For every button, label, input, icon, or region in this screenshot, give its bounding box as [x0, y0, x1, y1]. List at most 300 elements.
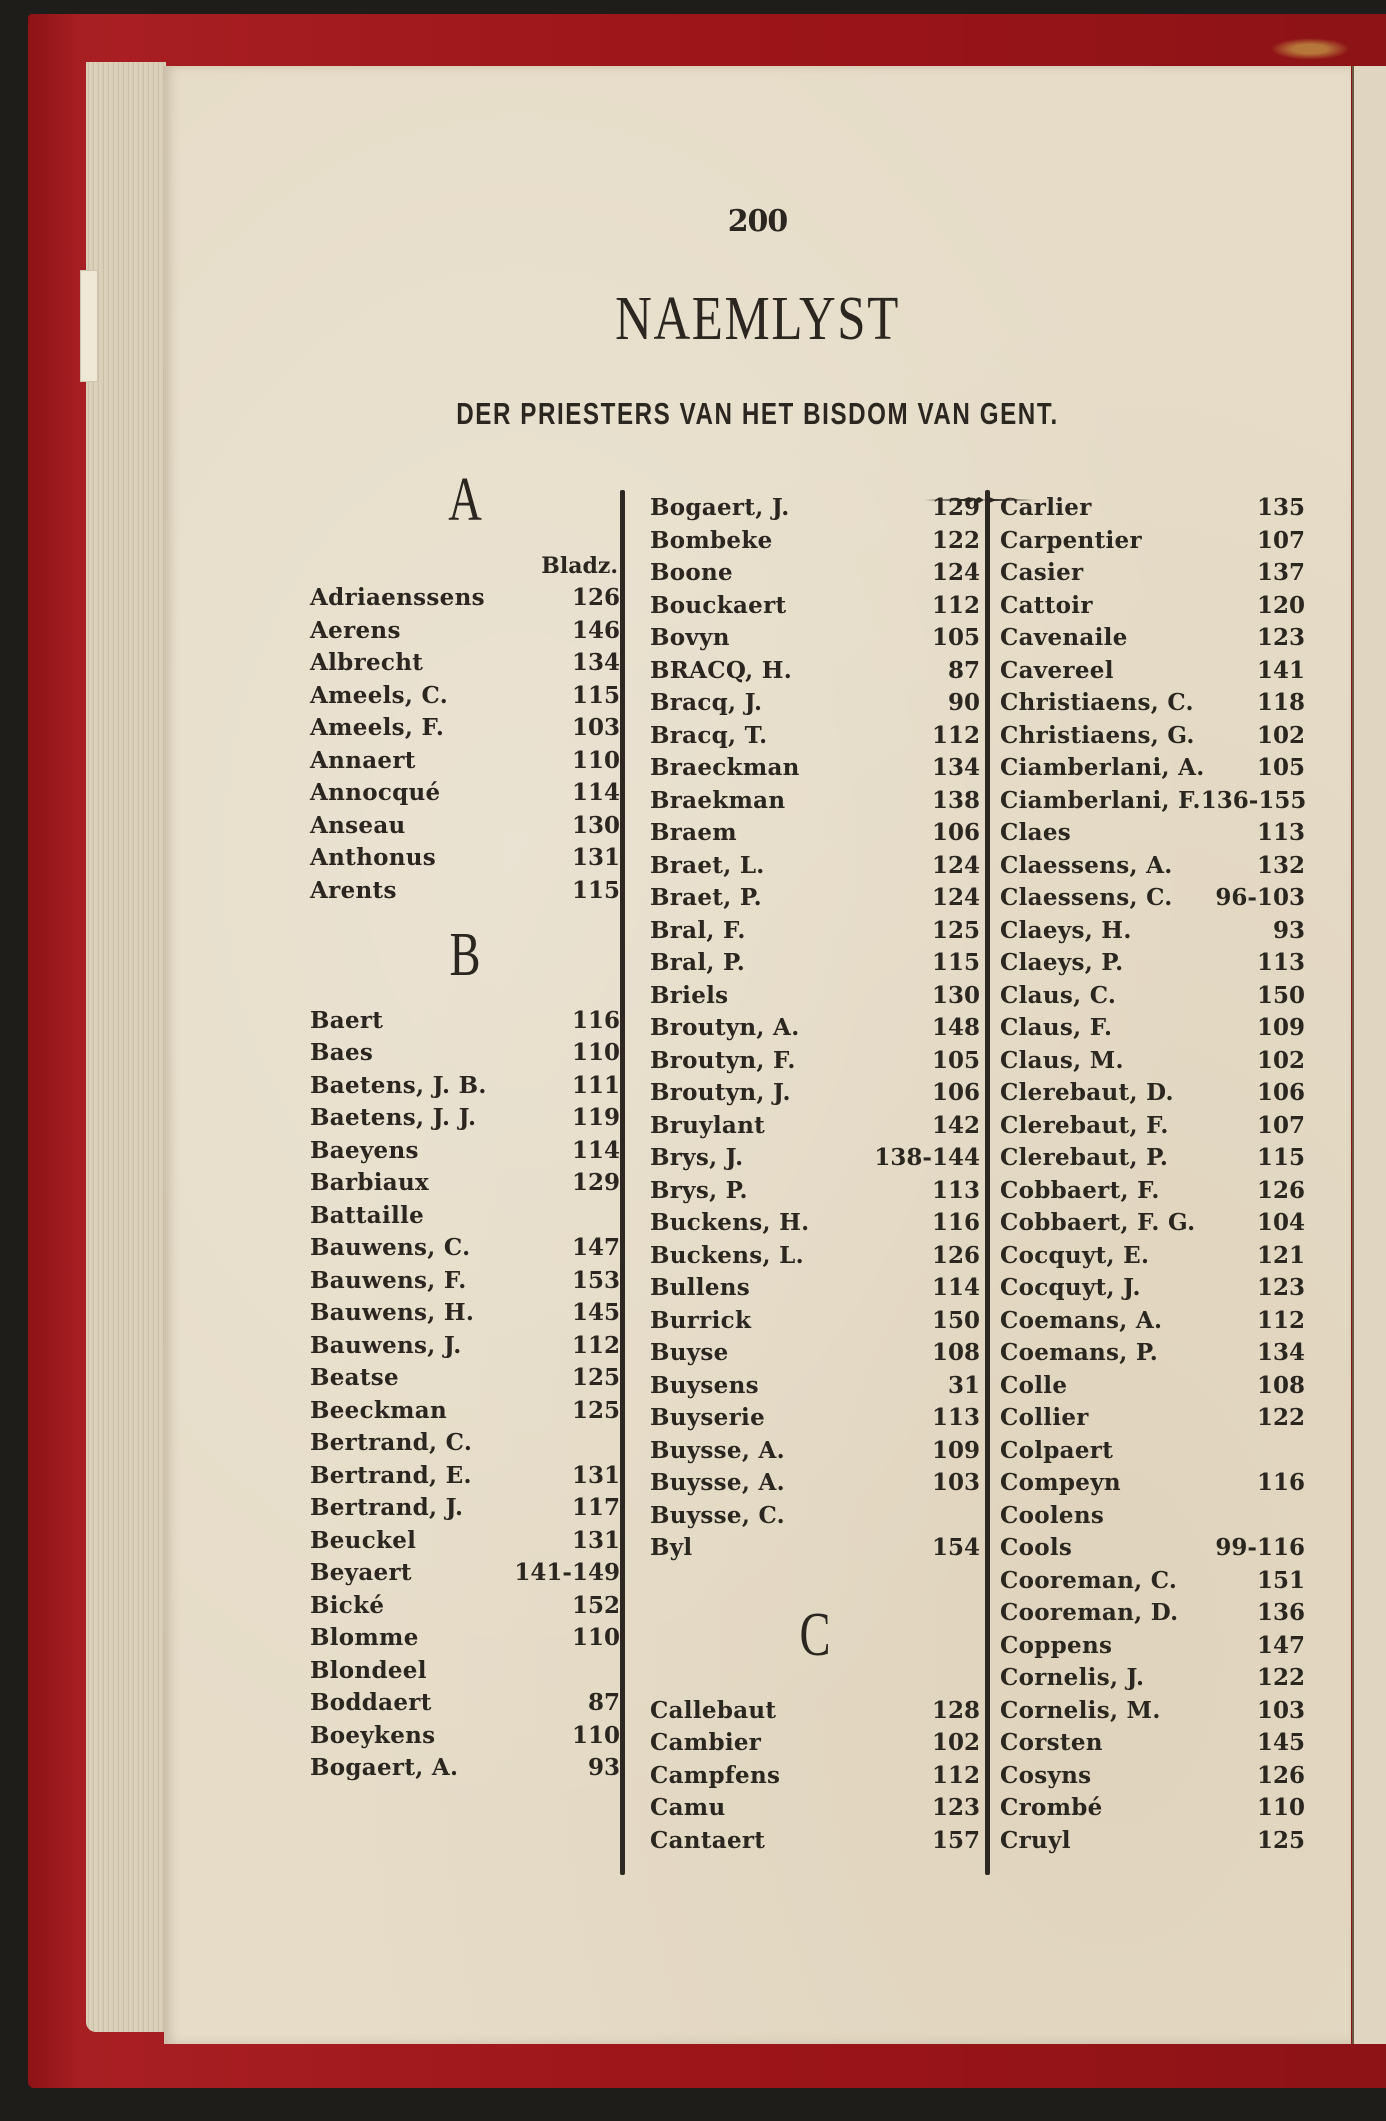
entry-page-number: 157 [931, 1826, 980, 1854]
index-entry [650, 1045, 980, 1078]
index-entry [310, 1720, 620, 1753]
entry-page-number: 110 [571, 1624, 620, 1651]
entry-page-number: 131 [571, 1526, 620, 1554]
entry-page-number: 154 [931, 1534, 980, 1561]
entry-page-number: 102 [1256, 1046, 1305, 1074]
index-entry [1000, 1760, 1305, 1793]
entry-name: Broutyn, F. [650, 1046, 796, 1074]
entry-page-number: 112 [931, 1761, 980, 1789]
entry-name: Corsten [1000, 1729, 1103, 1756]
entry-page-number: 134 [931, 754, 980, 781]
entry-name: Cantaert [650, 1826, 766, 1854]
entry-page-number: 138-144 [874, 1144, 980, 1171]
entry-name: Buysens [650, 1371, 759, 1399]
index-entry [650, 1532, 980, 1565]
entry-name: Claessens, A. [1000, 851, 1173, 879]
index-entry [1000, 1630, 1305, 1663]
index-entry [1000, 1077, 1305, 1110]
entry-name: Annocqué [310, 779, 441, 806]
bookmark-tab [80, 270, 98, 382]
entry-name: Callebaut [650, 1696, 777, 1724]
page-title: NAEMLYST [615, 285, 900, 353]
index-entry [1000, 590, 1305, 623]
index-entry [650, 1337, 980, 1370]
entry-page-number: 134 [571, 649, 620, 676]
entry-name: Baes [310, 1039, 374, 1066]
entry-page-number: 147 [571, 1234, 620, 1261]
index-entry [1000, 882, 1305, 915]
entry-name: Cobbaert, F. [1000, 1176, 1160, 1204]
entry-name: Carlier [1000, 494, 1092, 521]
entry-name: Boone [650, 559, 733, 586]
entry-name: Bertrand, E. [310, 1461, 472, 1489]
index-entry [1000, 1532, 1305, 1565]
entry-page-number: 108 [1256, 1371, 1305, 1399]
index-entry [310, 777, 620, 810]
next-page-edge [1352, 66, 1386, 2044]
index-entry [1000, 1695, 1305, 1728]
entry-page-number: 124 [931, 884, 980, 911]
entry-page-number: 110 [571, 1039, 620, 1066]
entry-page-number: 113 [931, 1404, 980, 1431]
index-entry [650, 752, 980, 785]
index-entry [1000, 1207, 1305, 1240]
entry-page-number: 108 [931, 1339, 980, 1366]
entry-page-number: 116 [931, 1209, 980, 1236]
entry-name: BRACQ, H. [650, 656, 793, 684]
entry-page-number: 150 [1256, 981, 1305, 1009]
entry-page-number: 129 [571, 1169, 620, 1196]
index-entry [650, 1077, 980, 1110]
entry-name: Cools [1000, 1534, 1073, 1561]
entry-name: Beyaert [310, 1559, 412, 1586]
entry-page-number: 113 [1256, 819, 1305, 846]
index-entry [650, 882, 980, 915]
entry-name: Braeckman [650, 754, 800, 781]
index-entry [310, 1752, 620, 1785]
index-entry [310, 1297, 620, 1330]
entry-page-number: 141-149 [514, 1559, 620, 1586]
entry-page-number: 138 [931, 786, 980, 814]
index-entry [1000, 817, 1305, 850]
entry-page-number: 103 [931, 1469, 980, 1496]
page-column-label: Bladz. [541, 552, 618, 579]
index-entry [310, 875, 620, 908]
entry-name: Annaert [310, 746, 416, 774]
entry-name: Buysse, A. [650, 1436, 785, 1464]
entry-page-number: 150 [931, 1306, 980, 1334]
entry-page-number: 131 [571, 1461, 620, 1489]
entry-name: Albrecht [310, 649, 424, 676]
entry-page-number: 115 [931, 949, 980, 976]
index-entry [1000, 915, 1305, 948]
index-entry [1000, 1370, 1305, 1403]
entry-page-number: 112 [931, 591, 980, 619]
index-entry [1000, 947, 1305, 980]
index-entry [1000, 980, 1305, 1013]
index-entry [650, 980, 980, 1013]
index-entry [650, 1792, 980, 1825]
entry-name: Ciamberlani, A. [1000, 754, 1205, 781]
entry-name: Bovyn [650, 624, 730, 651]
entry-page-number: 123 [1256, 1274, 1305, 1301]
index-entry [650, 1500, 980, 1533]
entry-name: Cornelis, J. [1000, 1664, 1145, 1691]
entries-c-continued [1000, 492, 1305, 1857]
entry-page-number: 118 [1256, 689, 1305, 716]
entry-page-number: 126 [1256, 1176, 1305, 1204]
entry-page-number: 125 [571, 1396, 620, 1424]
index-entry [310, 1622, 620, 1655]
entry-page-number: 114 [931, 1274, 980, 1301]
entry-page-number: 113 [1256, 949, 1305, 976]
index-entry [310, 842, 620, 875]
entry-page-number: 90 [947, 689, 980, 716]
index-entry [650, 1110, 980, 1143]
entry-page-number: 152 [571, 1591, 620, 1619]
entry-page-number: 93 [587, 1754, 620, 1781]
entry-name: Buysse, A. [650, 1469, 785, 1496]
index-entry [650, 915, 980, 948]
index-entry [310, 680, 620, 713]
index-column-1 [310, 452, 620, 1785]
entry-name: Claus, C. [1000, 981, 1117, 1009]
entry-page-number: 105 [931, 624, 980, 651]
entry-name: Bogaert, A. [310, 1754, 459, 1781]
entry-name: Ameels, F. [310, 714, 445, 741]
entry-name: Crombé [1000, 1794, 1103, 1821]
index-entry [650, 590, 980, 623]
entry-name: Beuckel [310, 1526, 417, 1554]
index-entry [1000, 1727, 1305, 1760]
entry-name: Casier [1000, 559, 1084, 586]
index-entry [650, 947, 980, 980]
entry-name: Clerebaut, P. [1000, 1144, 1169, 1171]
entry-page-number: 115 [571, 876, 620, 904]
entry-name: Brys, J. [650, 1144, 744, 1171]
entry-name: Braet, L. [650, 851, 765, 879]
entry-name: Buckens, L. [650, 1241, 804, 1269]
entry-name: Carpentier [1000, 526, 1142, 554]
entry-name: Cavenaile [1000, 624, 1128, 651]
index-entry [310, 745, 620, 778]
index-entry [310, 1525, 620, 1558]
index-entry [650, 850, 980, 883]
section-heading-a: A [448, 466, 482, 534]
index-entry [310, 1395, 620, 1428]
index-entry [310, 1037, 620, 1070]
index-entry [650, 1175, 980, 1208]
index-entry [1000, 1012, 1305, 1045]
entry-name: Battaille [310, 1201, 425, 1229]
entry-name: Cattoir [1000, 591, 1093, 619]
entry-page-number: 93 [1272, 916, 1305, 944]
entry-name: Coemans, A. [1000, 1306, 1163, 1334]
entry-page-number: 114 [571, 779, 620, 806]
index-entry [1000, 720, 1305, 753]
entry-page-number: 102 [1256, 721, 1305, 749]
entry-page-number: 124 [931, 851, 980, 879]
column-divider [620, 490, 625, 1875]
entry-page-number: 105 [931, 1046, 980, 1074]
entry-name: Claus, M. [1000, 1046, 1124, 1074]
entry-page-number: 107 [1256, 1111, 1305, 1139]
index-entry [1000, 785, 1305, 818]
spine-ornament [1270, 38, 1350, 60]
entry-name: Brys, P. [650, 1176, 748, 1204]
entry-name: Burrick [650, 1306, 752, 1334]
index-entry [310, 1492, 620, 1525]
index-entry [650, 1272, 980, 1305]
entry-page-number: 96-103 [1215, 884, 1305, 911]
entry-page-number: 103 [1256, 1696, 1305, 1724]
entries-c [650, 1695, 980, 1858]
entry-name: Christiaens, C. [1000, 689, 1194, 716]
index-entry [650, 1240, 980, 1273]
index-entry [650, 1207, 980, 1240]
entry-name: Arents [310, 876, 397, 904]
index-entry [310, 1590, 620, 1623]
entry-name: Colle [1000, 1371, 1068, 1399]
entry-name: Braem [650, 819, 737, 846]
entry-name: Cosyns [1000, 1761, 1092, 1789]
entry-name: Broutyn, J. [650, 1079, 791, 1106]
entry-name: Compeyn [1000, 1469, 1121, 1496]
index-entry [310, 1070, 620, 1103]
entry-page-number: 147 [1256, 1631, 1305, 1659]
entry-name: Bertrand, J. [310, 1494, 464, 1521]
entry-name: Cooreman, D. [1000, 1599, 1179, 1626]
entry-name: Clerebaut, F. [1000, 1111, 1169, 1139]
index-entry [310, 1655, 620, 1688]
index-entry [1000, 1142, 1305, 1175]
index-entry [310, 582, 620, 615]
entry-name: Buyserie [650, 1404, 765, 1431]
entry-name: Baetens, J. B. [310, 1071, 487, 1099]
entry-page-number: 122 [1256, 1404, 1305, 1431]
index-entry [1000, 655, 1305, 688]
entry-name: Bral, F. [650, 916, 746, 944]
index-entry [310, 1200, 620, 1233]
entry-page-number: 141 [1256, 656, 1305, 684]
index-entry [1000, 687, 1305, 720]
entry-name: Braet, P. [650, 884, 762, 911]
index-entry [1000, 850, 1305, 883]
index-entry [1000, 1175, 1305, 1208]
entry-page-number: 130 [571, 811, 620, 839]
index-entry [1000, 1565, 1305, 1598]
entry-name: Broutyn, A. [650, 1014, 800, 1041]
index-entry [650, 1727, 980, 1760]
index-entry [650, 655, 980, 688]
index-entry [650, 557, 980, 590]
index-entry [650, 1370, 980, 1403]
entry-page-number: 130 [931, 981, 980, 1009]
entry-name: Bouckaert [650, 591, 787, 619]
index-entry [310, 1265, 620, 1298]
section-heading-b: B [449, 921, 481, 989]
entry-page-number: 112 [931, 721, 980, 749]
entry-page-number: 122 [1256, 1664, 1305, 1691]
entry-name: Byl [650, 1534, 693, 1561]
entry-page-number: 110 [571, 1721, 620, 1749]
entries-b-continued [650, 492, 980, 1565]
entry-page-number: 124 [931, 559, 980, 586]
entry-page-number: 112 [1256, 1306, 1305, 1334]
entry-name: Briels [650, 981, 729, 1009]
section-heading-c: C [799, 1600, 831, 1669]
entry-page-number: 135 [1256, 494, 1305, 521]
entry-page-number: 116 [571, 1006, 620, 1034]
entry-name: Cruyl [1000, 1826, 1071, 1854]
entry-name: Baetens, J. J. [310, 1104, 477, 1131]
entry-name: Cocquyt, J. [1000, 1274, 1141, 1301]
column-divider [985, 490, 990, 1875]
page-number: 200 [727, 204, 788, 239]
index-entry [650, 1467, 980, 1500]
entry-page-number: 136-155 [1200, 786, 1307, 814]
entry-name: Buyse [650, 1339, 729, 1366]
entry-name: Bruylant [650, 1111, 766, 1139]
index-entry [650, 720, 980, 753]
entry-name: Campfens [650, 1761, 781, 1789]
index-entry [1000, 525, 1305, 558]
entry-page-number: 107 [1256, 526, 1305, 554]
entry-name: Bracq, J. [650, 689, 763, 716]
entry-page-number: 87 [947, 656, 980, 684]
index-entry [650, 1142, 980, 1175]
index-entry [650, 492, 980, 525]
entry-name: Aerens [310, 616, 401, 644]
index-entry [310, 1330, 620, 1363]
entry-name: Barbiaux [310, 1169, 430, 1196]
index-column-2 [650, 492, 980, 1857]
index-entry [650, 1695, 980, 1728]
index-entry [1000, 1240, 1305, 1273]
entry-page-number: 110 [1256, 1794, 1305, 1821]
index-entry [310, 1362, 620, 1395]
entry-page-number: 151 [1256, 1566, 1305, 1594]
index-entry [1000, 1272, 1305, 1305]
entry-page-number: 113 [931, 1176, 980, 1204]
entry-name: Claeys, H. [1000, 916, 1132, 944]
entry-page-number: 106 [931, 1079, 980, 1106]
index-entry [310, 1557, 620, 1590]
index-entry [1000, 492, 1305, 525]
entry-name: Cocquyt, E. [1000, 1241, 1150, 1269]
entry-page-number: 106 [1256, 1079, 1305, 1106]
entry-name: Claes [1000, 819, 1072, 846]
entry-page-number: 132 [1256, 851, 1305, 879]
index-entry [1000, 1662, 1305, 1695]
index-entry [1000, 1337, 1305, 1370]
entry-name: Claus, F. [1000, 1014, 1113, 1041]
entry-page-number: 142 [931, 1111, 980, 1139]
entry-page-number: 87 [587, 1689, 620, 1716]
entry-name: Cavereel [1000, 656, 1114, 684]
entry-page-number: 123 [931, 1794, 980, 1821]
index-entry [650, 525, 980, 558]
entry-name: Buckens, H. [650, 1209, 810, 1236]
entry-name: Boddaert [310, 1689, 432, 1716]
entry-name: Ciamberlani, F. [1000, 786, 1201, 814]
index-entry [650, 687, 980, 720]
index-entry [1000, 557, 1305, 590]
entry-name: Baeyens [310, 1136, 419, 1164]
entry-name: Blondeel [310, 1656, 427, 1684]
entry-page-number: 125 [1256, 1826, 1305, 1854]
entry-name: Bauwens, H. [310, 1299, 475, 1326]
entry-name: Christiaens, G. [1000, 721, 1195, 749]
entry-name: Bullens [650, 1274, 751, 1301]
entry-page-number: 102 [931, 1729, 980, 1756]
entry-page-number: 99-116 [1215, 1534, 1305, 1561]
entry-name: Collier [1000, 1404, 1089, 1431]
index-entry [650, 1012, 980, 1045]
entry-name: Bral, P. [650, 949, 746, 976]
entry-page-number: 145 [571, 1299, 620, 1326]
entry-name: Claeys, P. [1000, 949, 1124, 976]
index-entry [310, 1427, 620, 1460]
entry-page-number: 134 [1256, 1339, 1305, 1366]
entry-page-number: 115 [571, 681, 620, 709]
index-entry [650, 1435, 980, 1468]
index-entry [650, 785, 980, 818]
index-entry [1000, 1402, 1305, 1435]
entry-name: Colpaert [1000, 1436, 1114, 1464]
entry-page-number: 116 [1256, 1469, 1305, 1496]
entry-name: Bracq, T. [650, 721, 768, 749]
entry-name: Beeckman [310, 1396, 448, 1424]
index-entry [310, 615, 620, 648]
index-entry [1000, 1435, 1305, 1468]
entry-name: Boeykens [310, 1721, 436, 1749]
index-entry [310, 647, 620, 680]
page-edges [86, 62, 166, 2032]
entry-name: Cooreman, C. [1000, 1566, 1178, 1594]
index-entry [1000, 1597, 1305, 1630]
entry-name: Adriaenssens [310, 584, 485, 611]
entry-name: Bogaert, J. [650, 494, 790, 521]
entry-page-number: 131 [571, 844, 620, 871]
entry-page-number: 110 [571, 746, 620, 774]
entry-page-number: 114 [571, 1136, 620, 1164]
entry-name: Cobbaert, F. G. [1000, 1209, 1196, 1236]
entry-name: Anseau [310, 811, 406, 839]
entry-name: Coemans, P. [1000, 1339, 1158, 1366]
entry-page-number: 137 [1256, 559, 1305, 586]
index-entry [650, 1760, 980, 1793]
index-entry [650, 817, 980, 850]
entry-page-number: 145 [1256, 1729, 1305, 1756]
index-entry [650, 622, 980, 655]
entry-page-number: 136 [1256, 1599, 1305, 1626]
entry-page-number: 119 [571, 1104, 620, 1131]
entry-page-number: 126 [1256, 1761, 1305, 1789]
index-entry [310, 1232, 620, 1265]
entry-page-number: 109 [1256, 1014, 1305, 1041]
index-entry [310, 1460, 620, 1493]
index-entry [1000, 1467, 1305, 1500]
entry-page-number: 129 [931, 494, 980, 521]
entry-name: Bombeke [650, 526, 773, 554]
entry-page-number: 31 [947, 1371, 980, 1399]
entry-name: Clerebaut, D. [1000, 1079, 1174, 1106]
entry-page-number: 123 [1256, 624, 1305, 651]
entry-name: Bauwens, J. [310, 1331, 462, 1359]
entry-name: Cambier [650, 1729, 762, 1756]
index-entry [310, 1687, 620, 1720]
